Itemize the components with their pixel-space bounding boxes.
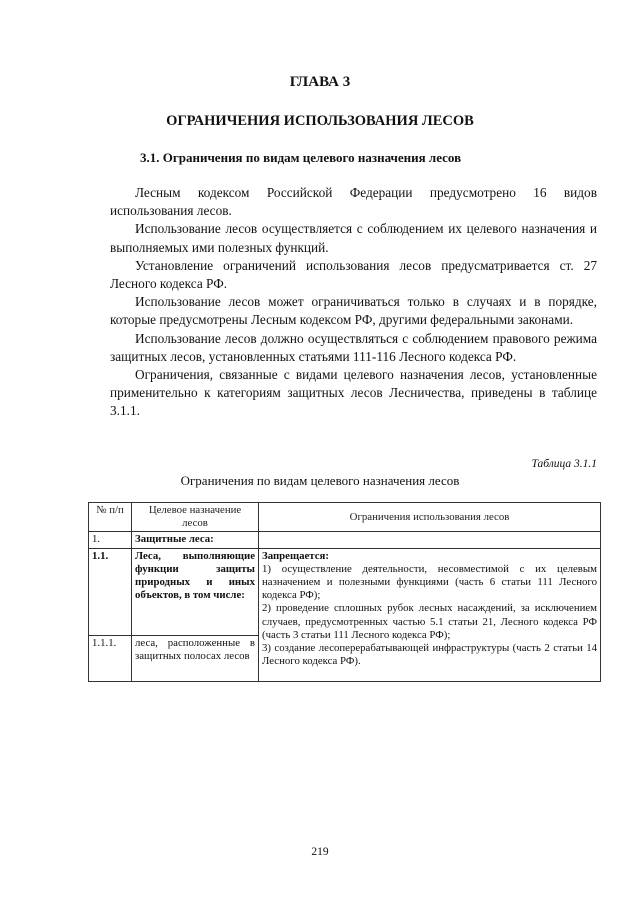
- table-title: Ограничения по видам целевого назначения лесов: [180, 473, 460, 488]
- table-label: Таблица 3.1.1: [531, 458, 597, 470]
- restriction-heading: Запрещается:: [262, 549, 329, 562]
- row-number: 1.: [89, 532, 132, 548]
- restrictions-table: [88, 502, 601, 682]
- header-number: № п/п: [89, 503, 132, 532]
- chapter-title: ОГРАНИЧЕНИЯ ИСПОЛЬЗОВАНИЯ ЛЕСОВ: [166, 113, 474, 129]
- row-number: 1.1.1.: [89, 636, 132, 682]
- table-header-row: [89, 503, 601, 532]
- section-heading: 3.1. Ограничения по видам целевого назначения лесов: [140, 150, 462, 165]
- page-number: 219: [311, 846, 329, 858]
- paragraph: Лесным кодексом Российской Федерации предусмотрено 16 видов использования лесов.: [110, 185, 597, 219]
- row-purpose: Леса, выполняющие функции защиты природных и иных объектов, в том числе:: [132, 548, 259, 636]
- row-restrictions: [259, 548, 601, 682]
- restriction-item: 1) осуществление деятельности, несовместимой с их целевым назначением и полезными функциями (часть 6 статьи 111 Лесного кодекса РФ);: [262, 562, 597, 602]
- chapter-heading: ГЛАВА 3: [289, 74, 351, 90]
- row-restrictions-empty: [259, 532, 601, 548]
- paragraph: Ограничения, связанные с видами целевого назначения лесов, установленные применительно к категориям защитных лесов Лесничества, приведены в таблице 3.1.1.: [110, 367, 597, 419]
- paragraph: Установление ограничений использования лесов предусматривается ст. 27 Лесного кодекса РФ.: [110, 257, 597, 292]
- paragraph: Использование лесов осуществляется с соблюдением их целевого назначения и выполняемых ими полезных функций.: [110, 221, 597, 255]
- restriction-item: 3) создание лесоперерабатывающей инфраструктуры (часть 2 статьи 14 Лесного кодекса РФ).: [262, 642, 597, 668]
- row-purpose: Защитные леса:: [132, 532, 259, 548]
- row-number: 1.1.: [89, 548, 132, 636]
- paragraph: Использование лесов может ограничиваться только в случаях и в порядке, которые предусмотрены Лесным кодексом РФ, другими федеральными законами.: [110, 294, 597, 328]
- header-restrictions: Ограничения использования лесов: [259, 503, 601, 532]
- paragraph: Использование лесов должно осуществляться с соблюдением правового режима защитных лесов, установленных статьями 111-116 Лесного кодекса РФ.: [110, 330, 597, 364]
- table-row: [89, 548, 601, 636]
- body-text: [110, 184, 597, 421]
- row-purpose: леса, расположенные в защитных полосах лесов: [132, 636, 259, 682]
- table-row: [89, 532, 601, 548]
- header-purpose: Целевое назначение лесов: [132, 503, 259, 532]
- restriction-item: 2) проведение сплошных рубок лесных насаждений, за исключением случаев, предусмотренных частью 5.1 статьи 21, Лесного кодекса РФ (часть 3 статьи 111 Лесного кодекса РФ);: [262, 602, 597, 641]
